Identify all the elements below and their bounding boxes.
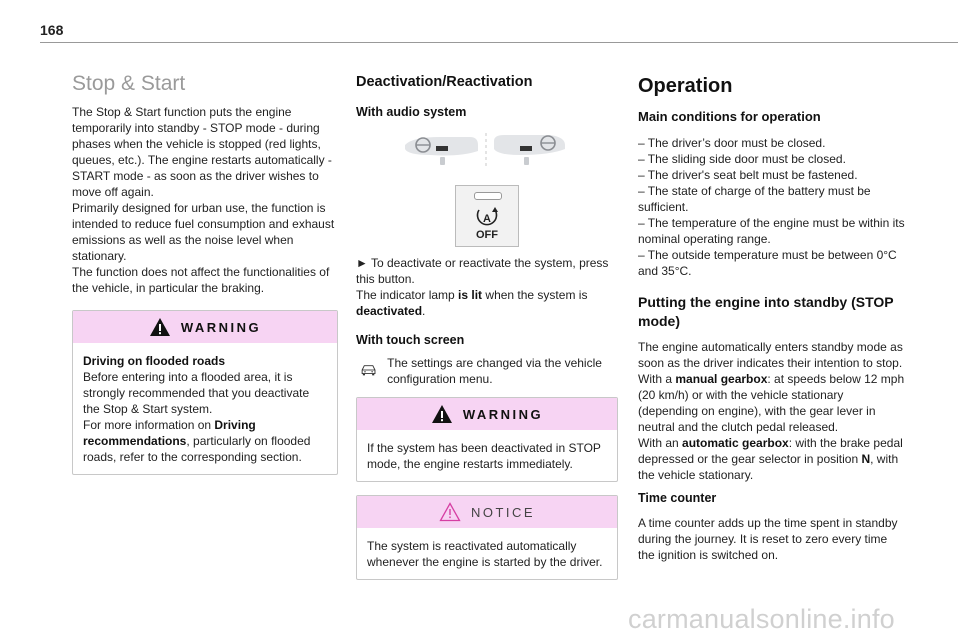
touch-screen-text: The settings are changed via the vehicle configuration menu. <box>387 356 602 386</box>
conditions-heading: Main conditions for operation <box>638 109 821 124</box>
standby-2c: : at speeds below 12 mph (20 km/h) or with the vehicle stationary (depending on engine), with the gear lever in neutral and the clutch pedal released. <box>638 372 905 434</box>
warning-text-2a: For more information on <box>83 418 215 432</box>
warning-text-2 <box>83 417 327 465</box>
conditions-list <box>638 135 906 279</box>
lamp-text-d: deactivated <box>356 304 423 318</box>
warning-text-2c: , particularly on flooded roads, refer to the corresponding section. <box>83 434 311 464</box>
top-rule <box>40 42 958 43</box>
vehicle-configuration-icon <box>360 361 377 379</box>
off-button-panel <box>455 185 519 247</box>
standby-heading: Putting the engine into standby (STOP mode) <box>638 294 894 329</box>
warning-label-2: WARNING <box>462 406 544 422</box>
warning-label: WARNING <box>180 319 262 335</box>
svg-text:A: A <box>483 213 491 225</box>
notice-label: NOTICE <box>470 504 536 520</box>
standby-text-3 <box>638 435 906 483</box>
notice-body: The system is reactivated automatically whenever the engine is started by the driver. <box>367 539 603 569</box>
warning-box-flooded <box>72 310 338 475</box>
list-item: – The driver’s door must be closed. <box>638 136 826 150</box>
audio-system-heading: With audio system <box>356 105 467 119</box>
intro-paragraph-3: The function does not affect the functionalities of the vehicle, in particular the braking. <box>72 265 330 295</box>
dashboard-illustration-icon <box>400 129 570 179</box>
time-counter-heading: Time counter <box>638 491 717 505</box>
column-operation <box>638 66 906 563</box>
notice-triangle-icon <box>439 502 461 522</box>
section-title-stop-start: Stop & Start <box>72 72 186 95</box>
warning-header <box>73 311 337 343</box>
touch-screen-heading: With touch screen <box>356 333 465 347</box>
warning-body <box>73 343 337 474</box>
lamp-text-e: . <box>422 304 426 318</box>
deactivate-instruction: ► To deactivate or reactivate the system, press this button. <box>356 256 609 286</box>
standby-3a: With an <box>638 436 683 450</box>
indicator-lamp-text <box>356 287 618 319</box>
warning-text-1: Before entering into a flooded area, it is strongly recommended that you deactivate the Stop & Start system. <box>83 370 310 416</box>
warning-header-2 <box>357 398 617 430</box>
warning-link-driving-recommendations: Driving recommendations <box>83 418 256 448</box>
warning-body-2: If the system has been deactivated in STOP mode, the engine restarts immediately. <box>367 441 601 471</box>
intro-paragraph-1: The Stop & Start function puts the engine temporarily into standby - STOP mode - during phases when the vehicle is stopped (red lights, queues, etc.). The engine restarts automatically - START mode - as soon as the driver wishes to move off again. <box>72 105 332 199</box>
lamp-text-c: when the system is <box>482 288 588 302</box>
warning-triangle-icon <box>149 317 171 337</box>
dashboard-figures <box>356 129 618 249</box>
list-item: – The temperature of the engine must be within its nominal operating range. <box>638 216 905 246</box>
standby-text-1: The engine automatically enters standby mode as soon as the driver indicates their intention to stop. <box>638 340 903 370</box>
watermark-text: carmanualsonline.info <box>628 604 895 634</box>
standby-text-2 <box>638 371 906 435</box>
warning-title: Driving on flooded roads <box>83 354 226 368</box>
notice-box <box>356 495 618 580</box>
list-item: – The sliding side door must be closed. <box>638 152 846 166</box>
lamp-text-b: is lit <box>458 288 483 302</box>
list-item: – The state of charge of the battery must be sufficient. <box>638 184 871 214</box>
lamp-text-a: The indicator lamp <box>356 288 459 302</box>
standby-3e: , with the vehicle stationary. <box>638 452 899 482</box>
column-stop-start <box>72 66 338 475</box>
list-item: – The driver's seat belt must be fastened. <box>638 168 858 182</box>
page-number: 168 <box>40 22 64 38</box>
time-counter-text: A time counter adds up the time spent in standby during the journey. It is reset to zero every time the ignition is switched on. <box>638 516 898 562</box>
off-button-label: OFF <box>476 229 498 241</box>
stop-start-a-icon <box>474 206 500 230</box>
notice-header <box>357 496 617 528</box>
section-title-operation: Operation <box>638 75 733 97</box>
standby-2a: With a <box>638 372 676 386</box>
section-title-deactivation: Deactivation/Reactivation <box>356 74 533 90</box>
touch-screen-row <box>356 355 618 387</box>
warning-box-stop-mode <box>356 397 618 482</box>
column-deactivation <box>356 66 618 580</box>
gear-n-label: N <box>861 452 871 466</box>
standby-3c: : with the brake pedal depressed or the gear selector in position <box>638 436 903 466</box>
list-item: – The outside temperature must be between 0°C and 35°C. <box>638 248 897 278</box>
intro-paragraph-2: Primarily designed for urban use, the function is intended to reduce fuel consumption and exhaust emissions as well as the noise level when stationary. <box>72 201 335 263</box>
warning-triangle-icon <box>431 404 453 424</box>
automatic-gearbox-label: automatic gearbox <box>682 436 789 450</box>
indicator-lamp <box>474 192 502 200</box>
manual-gearbox-label: manual gearbox <box>675 372 768 386</box>
